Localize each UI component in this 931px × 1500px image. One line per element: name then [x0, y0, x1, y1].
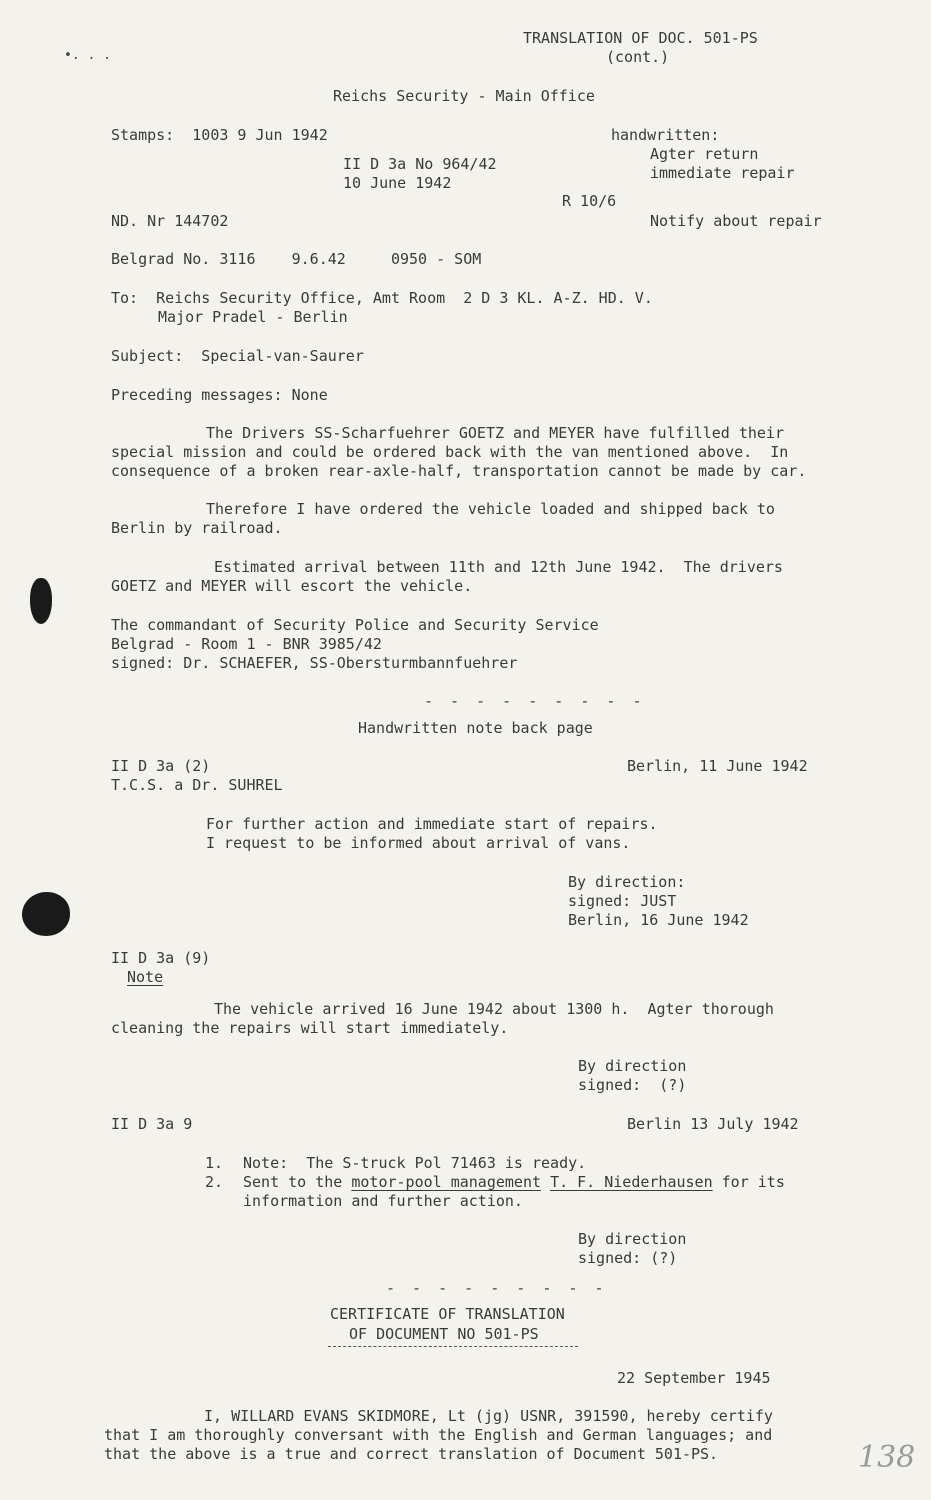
note3-ref: II D 3a 9: [111, 1115, 193, 1133]
certificate-title-line2: OF DOCUMENT NO 501-PS: [349, 1325, 539, 1343]
translation-cont: (cont.): [606, 48, 670, 66]
note3-item2-pre: Sent to the: [243, 1173, 352, 1191]
note1-line2: I request to be informed about arrival of vans.: [206, 834, 631, 852]
note3-item2-line2: information and further action.: [243, 1192, 523, 1210]
handwritten-line1: Agter return: [650, 145, 759, 163]
note1-ref: II D 3a (2): [111, 757, 211, 775]
paragraph-2-line1: Therefore I have ordered the vehicle loaded and shipped back to: [206, 500, 775, 518]
note2-by: By direction: [578, 1057, 687, 1075]
subject-line: Subject: Special-van-Saurer: [111, 347, 364, 365]
translation-title: TRANSLATION OF DOC. 501-PS: [523, 29, 758, 47]
office-title: Reichs Security - Main Office: [333, 87, 595, 105]
note3-item2-mid: [541, 1173, 550, 1191]
note3-item2-post: for its: [712, 1173, 785, 1191]
handwritten-line3: Notify about repair: [650, 212, 822, 230]
separator-2: - - - - - - - - -: [386, 1279, 608, 1297]
handwritten-label: handwritten:: [611, 126, 720, 144]
note1-signed: signed: JUST: [568, 892, 677, 910]
note2-line1: The vehicle arrived 16 June 1942 about 1300 h. Agter thorough: [214, 1000, 774, 1018]
page-number: 138: [858, 1440, 916, 1475]
note3-item1-number: 1.: [205, 1154, 224, 1172]
back-page-heading: Handwritten note back page: [358, 719, 593, 737]
to-line1: To: Reichs Security Office, Amt Room 2 D 3 KL. A-Z. HD. V.: [111, 289, 653, 307]
note2-ref: II D 3a (9): [111, 949, 211, 967]
note2-line2: cleaning the repairs will start immediately.: [111, 1019, 509, 1037]
certificate-line2: that I am thoroughly conversant with the English and German languages; and: [104, 1426, 773, 1444]
note1-addressee: T.C.S. a Dr. SUHREL: [111, 776, 283, 794]
note3-item2-line1: [243, 1173, 785, 1192]
paragraph-3-line1: Estimated arrival between 11th and 12th June 1942. The drivers: [214, 558, 783, 576]
certificate-line3: that the above is a true and correct translation of Document 501-PS.: [104, 1445, 719, 1463]
preceding-line: Preceding messages: None: [111, 386, 328, 404]
note3-date: Berlin 13 July 1942: [627, 1115, 799, 1133]
note3-item2-number: 2.: [205, 1173, 224, 1191]
paragraph-1-line3: consequence of a broken rear-axle-half, transportation cannot be made by car.: [111, 462, 807, 480]
note2-signed: signed: (?): [578, 1076, 687, 1094]
note1-date: Berlin, 11 June 1942: [627, 757, 808, 775]
note3-by: By direction: [578, 1230, 687, 1248]
note1-line1: For further action and immediate start of repairs.: [206, 815, 658, 833]
r-line: R 10/6: [562, 192, 617, 210]
belgrad-line: Belgrad No. 3116 9.6.42 0950 - SOM: [111, 250, 482, 268]
paragraph-1-line2: special mission and could be ordered back with the van mentioned above. In: [111, 443, 789, 461]
certificate-date: 22 September 1945: [617, 1369, 771, 1387]
punch-hole-top: [30, 578, 52, 624]
niederhausen-name: T. F. Niederhausen: [550, 1173, 713, 1191]
handwritten-line2: immediate repair: [650, 164, 795, 182]
paragraph-3-line2: GOETZ and MEYER will escort the vehicle.: [111, 577, 473, 595]
paragraph-1-line1: The Drivers SS-Scharfuehrer GOETZ and MEYER have fulfilled their: [206, 424, 784, 442]
signature-line1: The commandant of Security Police and Security Service: [111, 616, 599, 634]
separator-1: - - - - - - - - -: [424, 692, 646, 710]
stamps-line: Stamps: 1003 9 Jun 1942: [111, 126, 328, 144]
to-line2: Major Pradel - Berlin: [158, 308, 348, 326]
note1-by: By direction:: [568, 873, 686, 891]
ref-line2: 10 June 1942: [343, 174, 452, 192]
corner-marks: •. . .: [64, 48, 111, 63]
note1-place-date: Berlin, 16 June 1942: [568, 911, 749, 929]
nd-line: ND. Nr 144702: [111, 212, 229, 230]
note2-label: Note: [127, 968, 164, 986]
ref-line1: II D 3a No 964/42: [343, 155, 497, 173]
certificate-line1: I, WILLARD EVANS SKIDMORE, Lt (jg) USNR, 391590, hereby certify: [204, 1407, 773, 1425]
signature-line3: signed: Dr. SCHAEFER, SS-Obersturmbannfuehrer: [111, 654, 518, 672]
note3-item1-text: Note: The S-truck Pol 71463 is ready.: [243, 1154, 587, 1172]
punch-hole-bottom: [22, 892, 70, 936]
motor-pool-management: motor-pool management: [351, 1173, 542, 1191]
note3-signed: signed: (?): [578, 1249, 678, 1267]
signature-line2: Belgrad - Room 1 - BNR 3985/42: [111, 635, 382, 653]
certificate-title-line1: CERTIFICATE OF TRANSLATION: [330, 1305, 565, 1323]
certificate-title-underline: [328, 1346, 578, 1347]
paragraph-2-line2: Berlin by railroad.: [111, 519, 283, 537]
